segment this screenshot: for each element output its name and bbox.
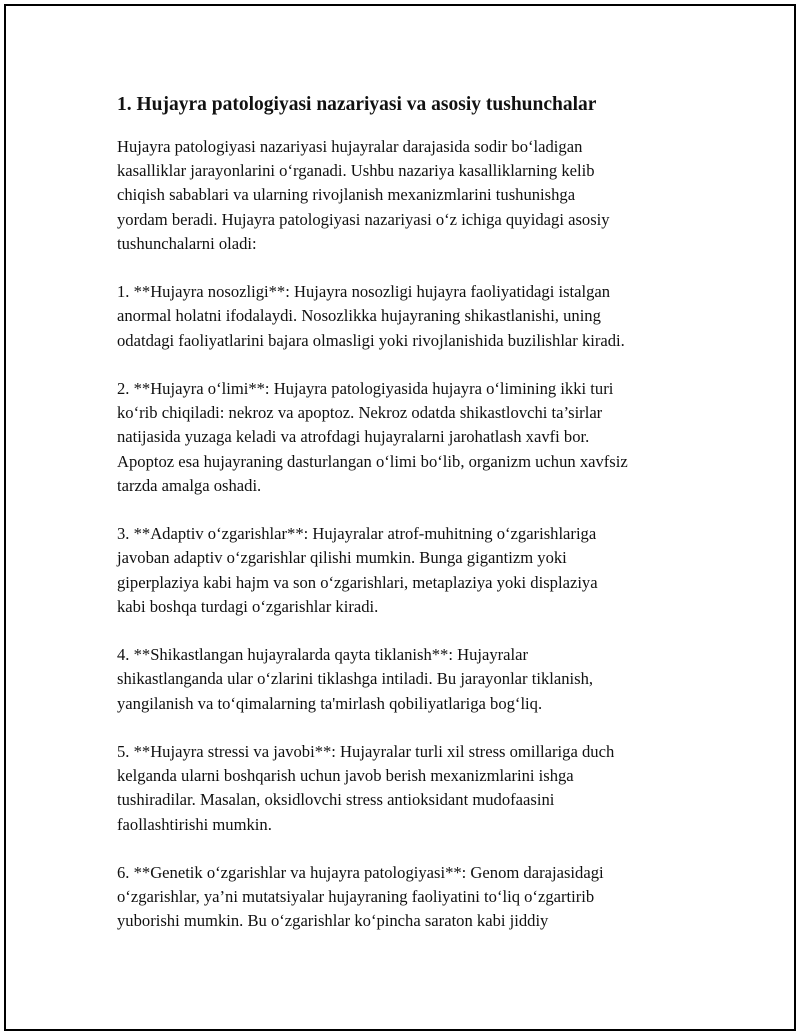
item-paragraph-3 [117, 522, 697, 619]
item-paragraph-4 [117, 643, 697, 716]
text-line: yangilanish va to‘qimalarning ta'mirlash qobiliyatlariga bog‘liq. [117, 693, 543, 713]
item-paragraph-6 [117, 861, 697, 934]
text-line: odatdagi faoliyatlarini bajara olmasligi yoki rivojlanishida buzilishlar kiradi. [117, 330, 625, 350]
text-line: ko‘rib chiqiladi: nekroz va apoptoz. Nekroz odatda shikastlovchi ta’sirlar [117, 403, 603, 423]
text-line: 2. **Hujayra o‘limi**: Hujayra patologiyasida hujayra o‘limining ikki turi [117, 379, 614, 398]
text-line: chiqish sabablari va ularning rivojlanish mexanizmlarini tushunishga [117, 185, 576, 205]
intro-paragraph [117, 135, 697, 256]
text-line: tushunchalarni oladi: [117, 233, 257, 253]
text-line: kabi boshqa turdagi o‘zgarishlar kiradi. [117, 596, 379, 616]
text-line: shikastlanganda ular o‘zlarini tiklashga intiladi. Bu jarayonlar tiklanish, [117, 669, 594, 689]
text-line: Hujayra patologiyasi nazariyasi hujayralar darajasida sodir bo‘ladigan [117, 137, 583, 156]
text-line: yordam beradi. Hujayra patologiyasi nazariyasi o‘z ichiga quyidagi asosiy [117, 209, 610, 229]
text-line: 3. **Adaptiv o‘zgarishlar**: Hujayralar atrof-muhitning o‘zgarishlariga [117, 524, 597, 544]
text-line: kasalliklar jarayonlarini o‘rganadi. Ushbu nazariya kasalliklarning kelib [117, 161, 595, 181]
text-line: yuborishi mumkin. Bu o‘zgarishlar ko‘pincha saraton kabi jiddiy [117, 911, 549, 931]
text-line: 5. **Hujayra stressi va javobi**: Hujayralar turli xil stress omillariga duch [117, 742, 615, 761]
text-line: 4. **Shikastlangan hujayralarda qayta tiklanish**: Hujayralar [117, 645, 529, 665]
text-line: anormal holatni ifodalaydi. Nosozlikka hujayraning shikastlanishi, uning [117, 306, 601, 326]
text-line: kelganda ularni boshqarish uchun javob berish mexanizmlarini ishga [117, 766, 574, 786]
text-line: 6. **Genetik o‘zgarishlar va hujayra patologiyasi**: Genom darajasidagi [117, 863, 604, 882]
document-body [117, 92, 697, 958]
text-line: tushiradilar. Masalan, oksidlovchi stress antioksidant mudofaasini [117, 790, 555, 810]
text-line: javoban adaptiv o‘zgarishlar qilishi mumkin. Bunga gigantizm yoki [117, 548, 567, 568]
text-line: 1. **Hujayra nosozligi**: Hujayra nosozligi hujayra faoliyatidagi istalgan [117, 282, 611, 302]
text-line: faollashtirishi mumkin. [117, 814, 272, 834]
text-line: o‘zgarishlar, ya’ni mutatsiyalar hujayraning faoliyatini to‘liq o‘zgartirib [117, 887, 595, 907]
item-paragraph-1 [117, 280, 697, 353]
item-paragraph-5 [117, 740, 697, 837]
section-heading: 1. Hujayra patologiyasi nazariyasi va asosiy tushunchalar [117, 94, 597, 115]
text-line: natijasida yuzaga keladi va atrofdagi hujayralarni jarohatlash xavfi bor. [117, 427, 590, 447]
text-line: Apoptoz esa hujayraning dasturlangan o‘limi bo‘lib, organizm uchun xavfsiz [117, 451, 628, 471]
text-line: tarzda amalga oshadi. [117, 475, 262, 495]
item-paragraph-2 [117, 377, 697, 498]
text-line: giperplaziya kabi hajm va son o‘zgarishlari, metaplaziya yoki displaziya [117, 572, 598, 592]
